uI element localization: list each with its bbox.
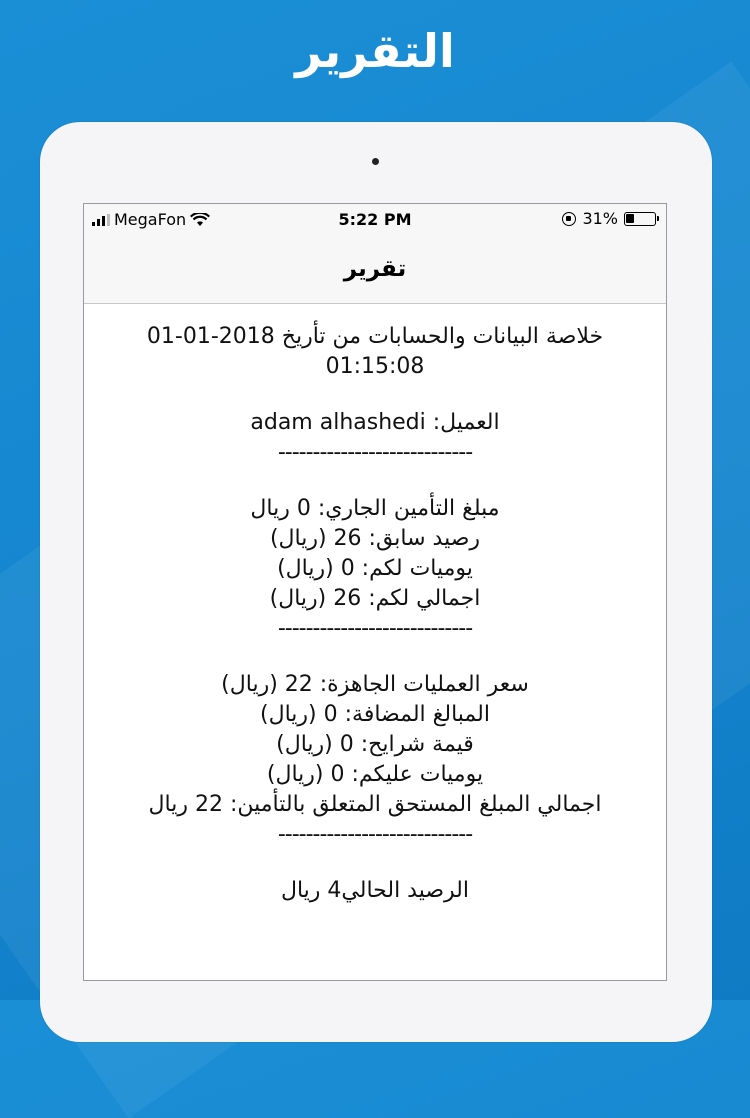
carrier-label: MegaFon [114,210,187,229]
divider-2: ---------------------------- [277,616,473,641]
navigation-bar [84,234,666,304]
divider-1: ---------------------------- [277,440,473,465]
battery-icon [624,212,656,226]
report-header-line1: خلاصة البيانات والحسابات من تأريخ 2018-01-01 [146,324,604,349]
status-bar [84,204,666,234]
added-amounts-line: المبالغ المضافة: 0 (ريال) [260,702,490,727]
nav-title: تقرير [343,256,407,282]
report-body [84,304,666,906]
status-time: 5:22 PM [338,210,412,229]
battery-fill [626,214,634,223]
total-for-you-line: اجمالي لكم: 26 (ريال) [269,586,481,611]
chips-value-line: قيمة شرايح: 0 (ريال) [276,732,474,757]
ready-ops-price-line: سعر العمليات الجاهزة: 22 (ريال) [221,672,529,697]
daily-on-you-line: يوميات عليكم: 0 (ريال) [266,762,484,787]
banner-title: التقرير [295,24,455,78]
report-header-line2: 01:15:08 [325,354,425,379]
camera-dot [372,158,379,165]
total-due-insurance-line: اجمالي المبلغ المستحق المتعلق بالتأمين: 22 ريال [148,792,602,817]
previous-balance-line: رصيد سابق: 26 (ريال) [269,526,481,551]
battery-group [562,209,656,228]
daily-for-you-line: يوميات لكم: 0 (ريال) [277,556,473,581]
device-screen [83,203,667,981]
battery-percent: 31% [582,209,618,228]
current-balance-line: الرصيد الحالي4 ريال [280,878,469,903]
insurance-current-line: مبلغ التأمين الجاري: 0 ريال [250,496,500,521]
divider-3: ---------------------------- [277,822,473,847]
customer-line: العميل: adam alhashedi [250,410,500,435]
orientation-lock-icon [562,212,576,226]
